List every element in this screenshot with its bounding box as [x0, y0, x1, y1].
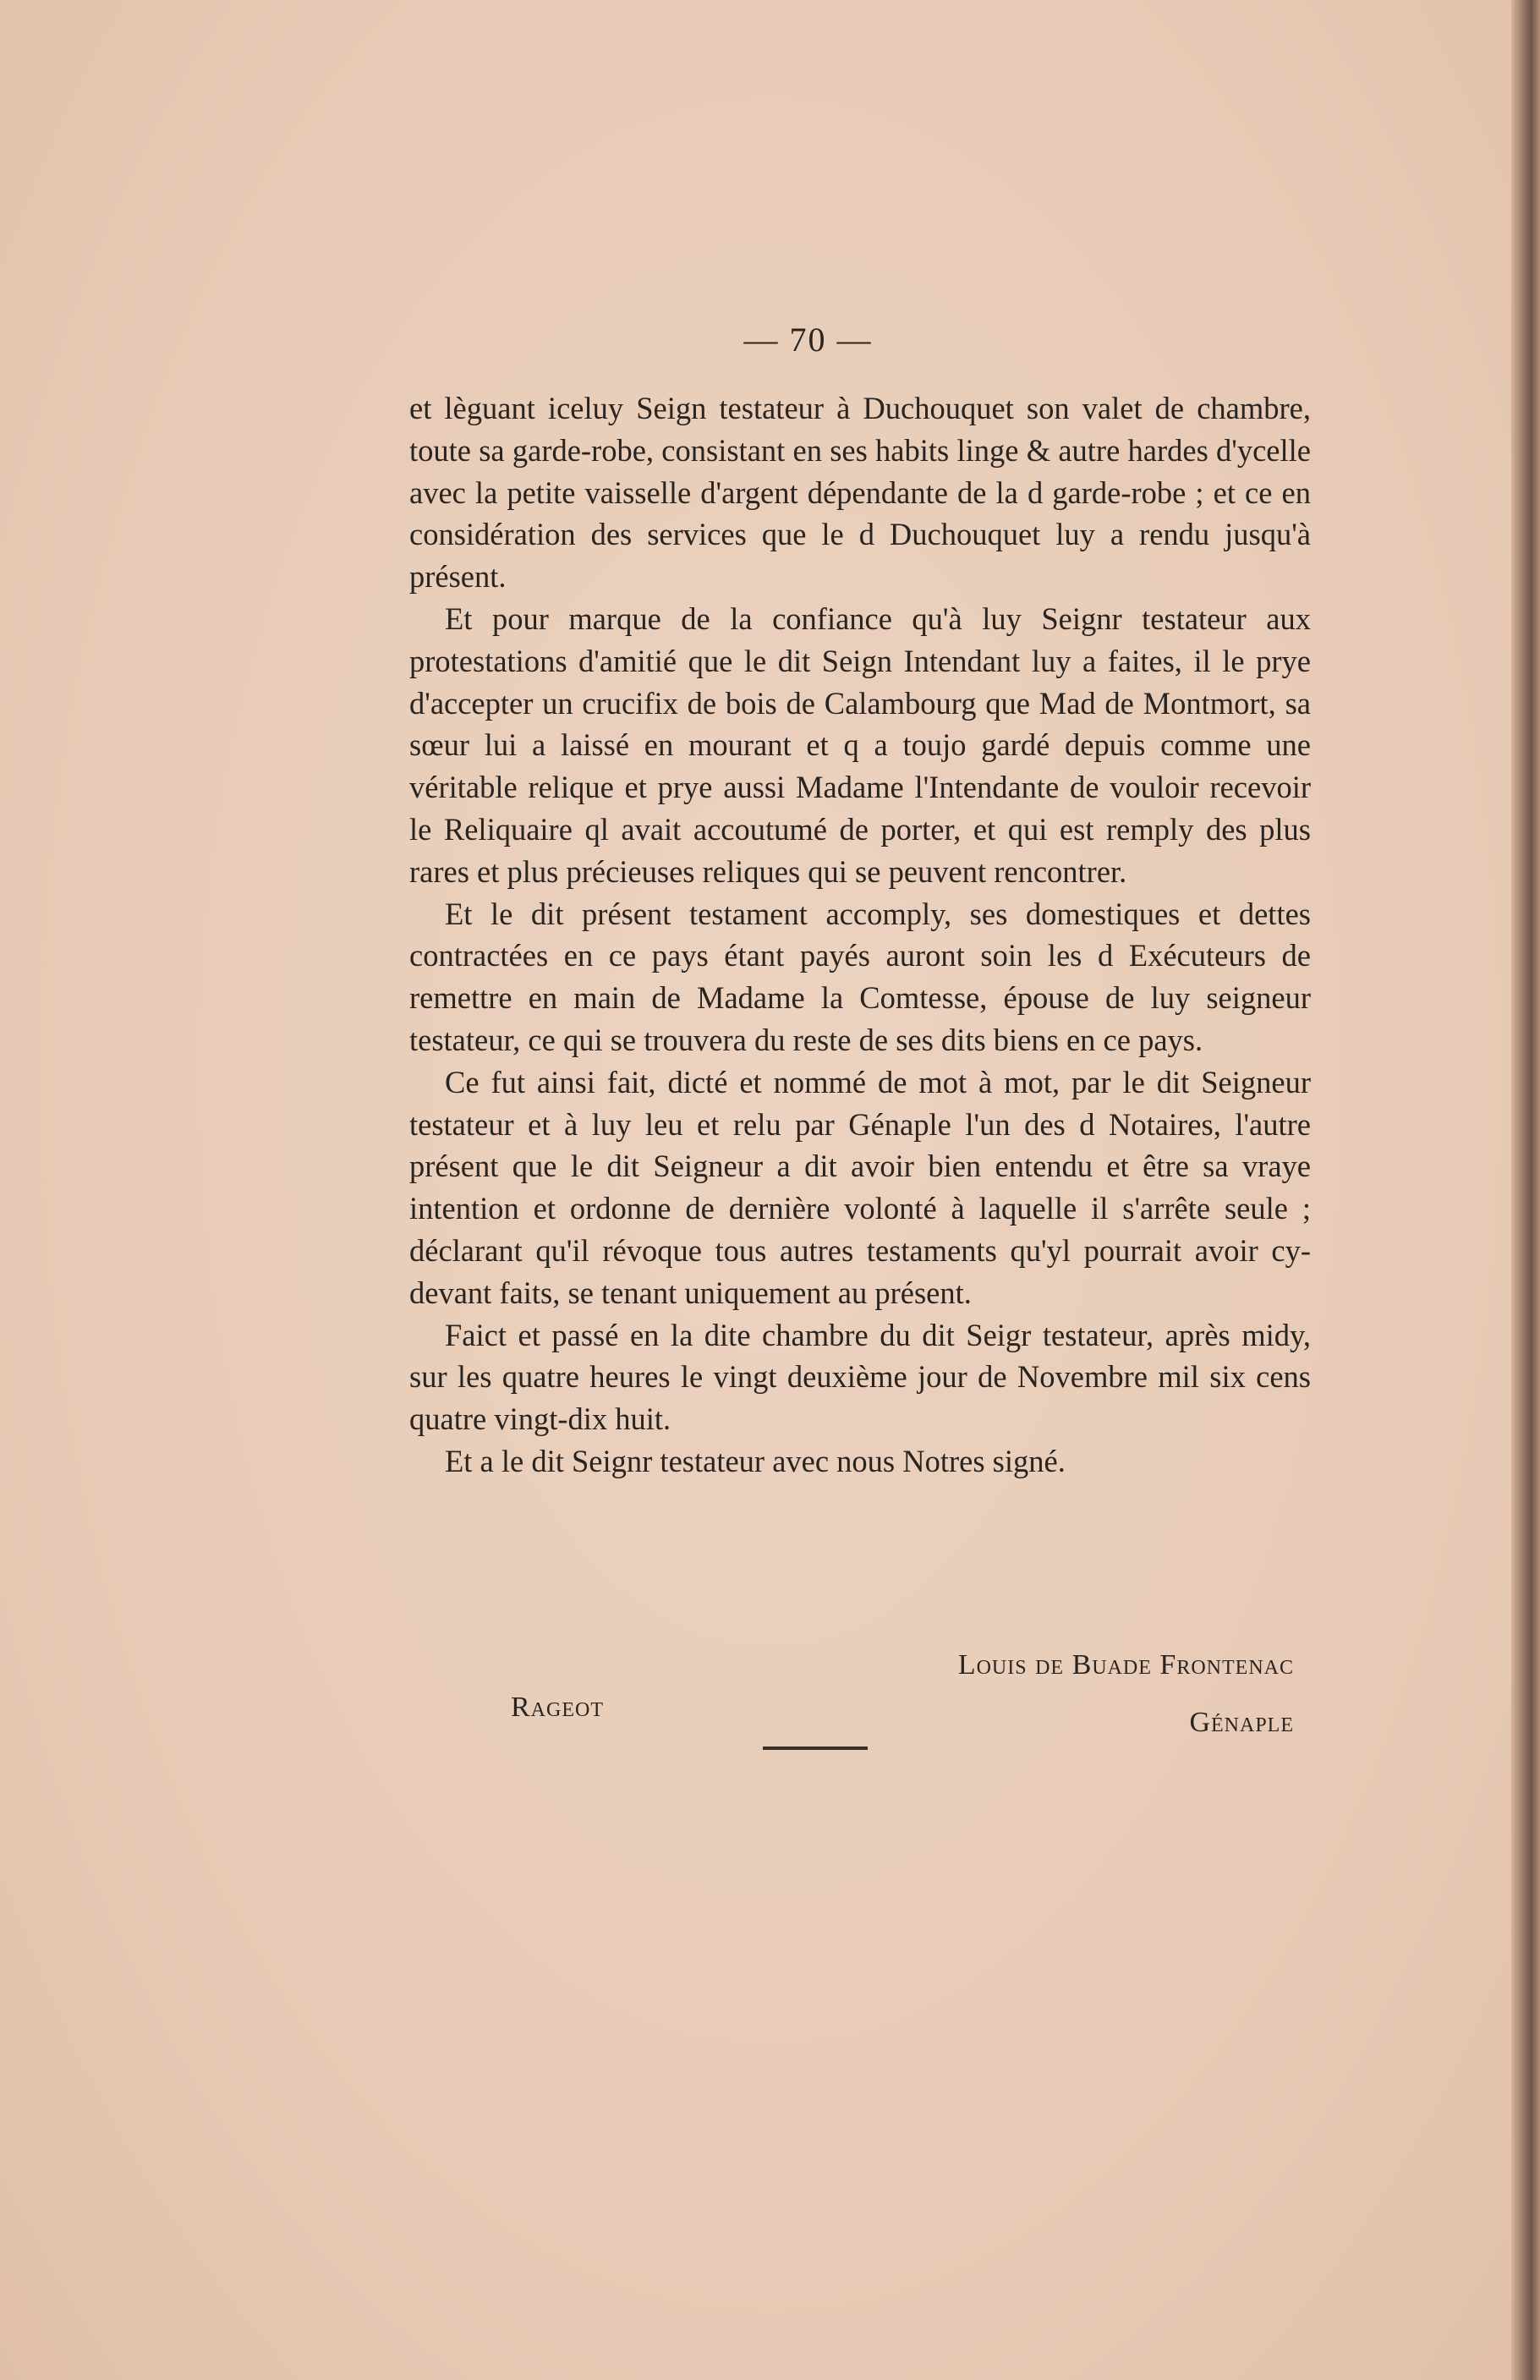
page-number [0, 320, 1540, 359]
paragraph: Ce fut ainsi fait, dicté et nommé de mot à mot, par le dit Seigneur testateur et à luy leu et relu par Génaple l'un des d Notaires, l'autre présent que le dit Seigneur a dit avoir bien entendu et être sa vraye intention et ordonne de dernière volonté à laquelle il s'arrête seule ; déclarant qu'il révoque tous autres testaments qu'yl pourrait avoir cy-devant faits, se tenant uniquement au présent. [409, 1064, 1311, 1310]
signature-genaple: Génaple [1189, 1707, 1294, 1738]
paragraph: Et a le dit Seignr testateur avec nous Notres signé. [445, 1443, 1066, 1478]
page-number-text: — 70 — [743, 321, 873, 359]
signature-frontenac: Louis de Buade Frontenac [957, 1649, 1294, 1681]
signature-block [409, 1649, 1311, 1751]
paragraph: Faict et passé en la dite chambre du dit Seigr testateur, après midy, sur les quatre heures le vingt deuxième jour de Novembre mil six cens quatre vingt-dix huit. [409, 1317, 1311, 1437]
signature-rageot: Rageot [511, 1692, 604, 1723]
paragraph: Et pour marque de la confiance qu'à luy Seignr testateur aux protestations d'amitié que le dit Seign Intendant luy a faites, il le prye d'accepter un crucifix de bois de Calambourg que Mad de Montmort, sa sœur lui a laissé en mourant et q a toujo gardé depuis comme une véritable relique et prye aussi Madame l'Intendante de vouloir recevoir le Reliquaire ql avait accoutumé de porter, et qui est remply des plus rares et plus précieuses reliques qui se peuvent rencontrer. [409, 600, 1311, 889]
paragraph: et lèguant iceluy Seign testateur à Duchouquet son valet de chambre, toute sa garde-robe, consistant en ses habits linge & autre hardes d'ycelle avec la petite vaisselle d'argent dépendante de la d garde-robe ; et ce en considération des services que le d Duchouquet luy a rendu jusqu'à présent. [409, 391, 1311, 595]
end-rule-divider [763, 1747, 868, 1750]
paragraph: Et le dit présent testament accomply, ses domestiques et dettes contractées en ce pays étant payés auront soin les d Exécuteurs de remettre en main de Madame la Comtesse, épouse de luy seigneur testateur, ce qui se trouvera du reste de ses dits biens en ce pays. [409, 896, 1311, 1057]
body-text [409, 387, 1311, 1483]
